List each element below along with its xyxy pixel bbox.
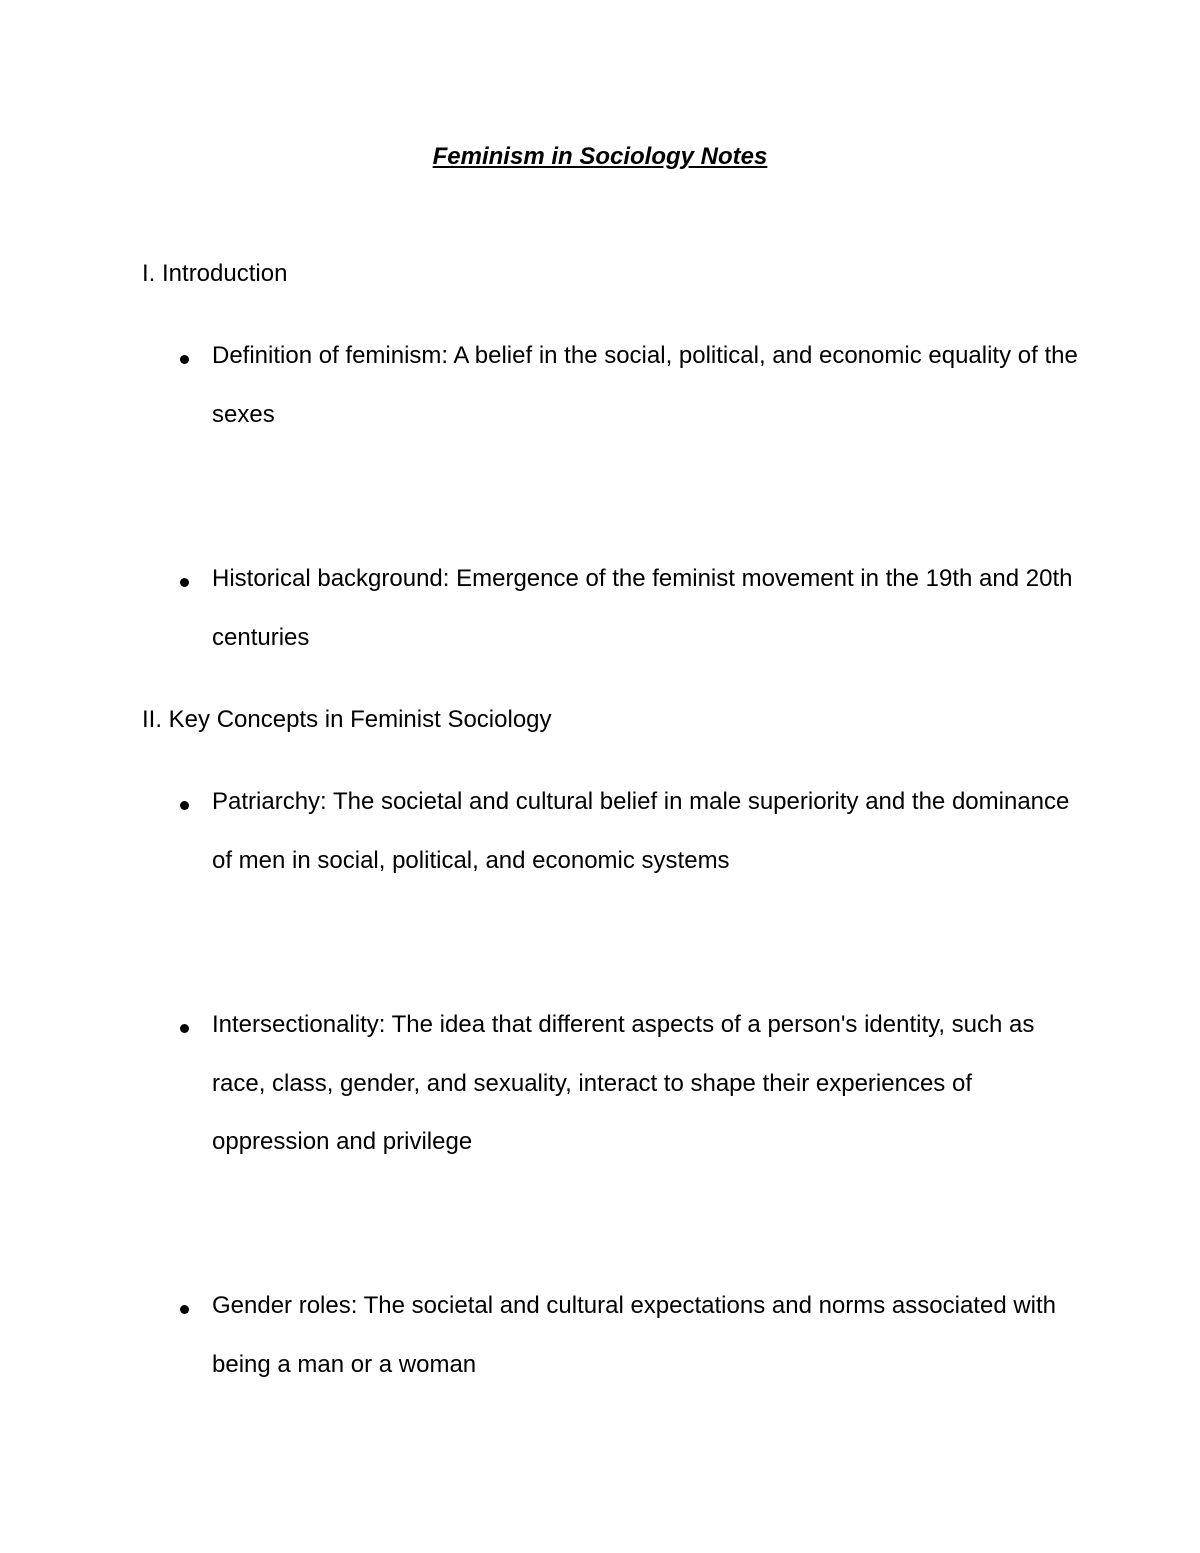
bullet-icon bbox=[180, 1305, 189, 1314]
list-item-text: Intersectionality: The idea that different aspects of a person's identity, such as race, class, gender, and sexuality, interact to shape their experiences of oppression and privilege bbox=[212, 1011, 1035, 1155]
section-heading-key-concepts: II. Key Concepts in Feminist Sociology bbox=[142, 706, 552, 733]
list-item-text: Gender roles: The societal and cultural expectations and norms associated with being a man or a woman bbox=[212, 1292, 1057, 1378]
list-item-text: Historical background: Emergence of the feminist movement in the 19th and 20th centuries bbox=[212, 565, 1073, 651]
bullet-icon bbox=[180, 355, 189, 364]
section-heading-introduction: I. Introduction bbox=[142, 260, 288, 287]
bullet-icon bbox=[180, 578, 189, 587]
bullet-icon bbox=[180, 1024, 189, 1033]
document-title: Feminism in Sociology Notes bbox=[432, 143, 768, 170]
bullet-icon bbox=[180, 801, 189, 810]
list-item-text: Definition of feminism: A belief in the social, political, and economic equality of the sexes bbox=[212, 342, 1078, 428]
list-item-text: Patriarchy: The societal and cultural belief in male superiority and the dominance of men in social, political, and economic systems bbox=[212, 788, 1070, 874]
